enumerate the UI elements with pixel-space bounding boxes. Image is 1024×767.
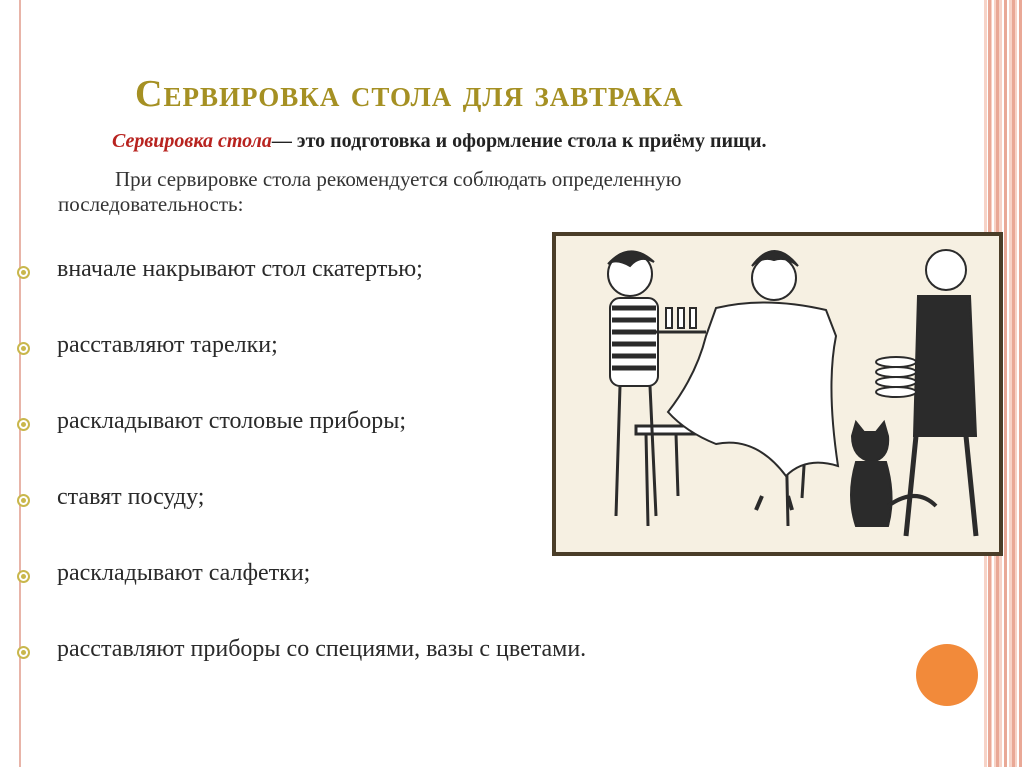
bullet-icon xyxy=(17,494,30,507)
table-setting-illustration xyxy=(552,232,1003,556)
bullet-icon xyxy=(17,646,30,659)
definition-text: — это подготовка и оформление стола к приёму пищи. xyxy=(271,130,767,152)
list-item: вначале накрывают стол скатертью; xyxy=(17,256,586,284)
intro-line-2: последовательность: xyxy=(58,192,244,216)
bullet-icon xyxy=(17,418,30,431)
intro-line-1: При сервировке стола рекомендуется соблюдать определенную xyxy=(115,167,682,191)
bullet-icon xyxy=(17,342,30,355)
list-item: раскладывают столовые приборы; xyxy=(17,408,586,436)
bullet-icon xyxy=(17,266,30,279)
list-item: раскладывают салфетки; xyxy=(17,560,586,588)
list-item: расставляют приборы со специями, вазы с цветами. xyxy=(17,636,586,664)
list-item: расставляют тарелки; xyxy=(17,332,586,360)
cartoon-illustration xyxy=(556,236,999,552)
list-item: ставят посуду; xyxy=(17,484,586,512)
cat-figure xyxy=(851,422,936,526)
definition-term: Сервировка стола xyxy=(112,130,272,152)
steps-list xyxy=(17,256,586,712)
orange-circle-decoration xyxy=(916,644,978,706)
definition xyxy=(112,130,766,153)
slide-title: Сервировка стола для завтрака xyxy=(135,73,684,115)
bullet-icon xyxy=(17,570,30,583)
intro-paragraph xyxy=(58,167,838,217)
